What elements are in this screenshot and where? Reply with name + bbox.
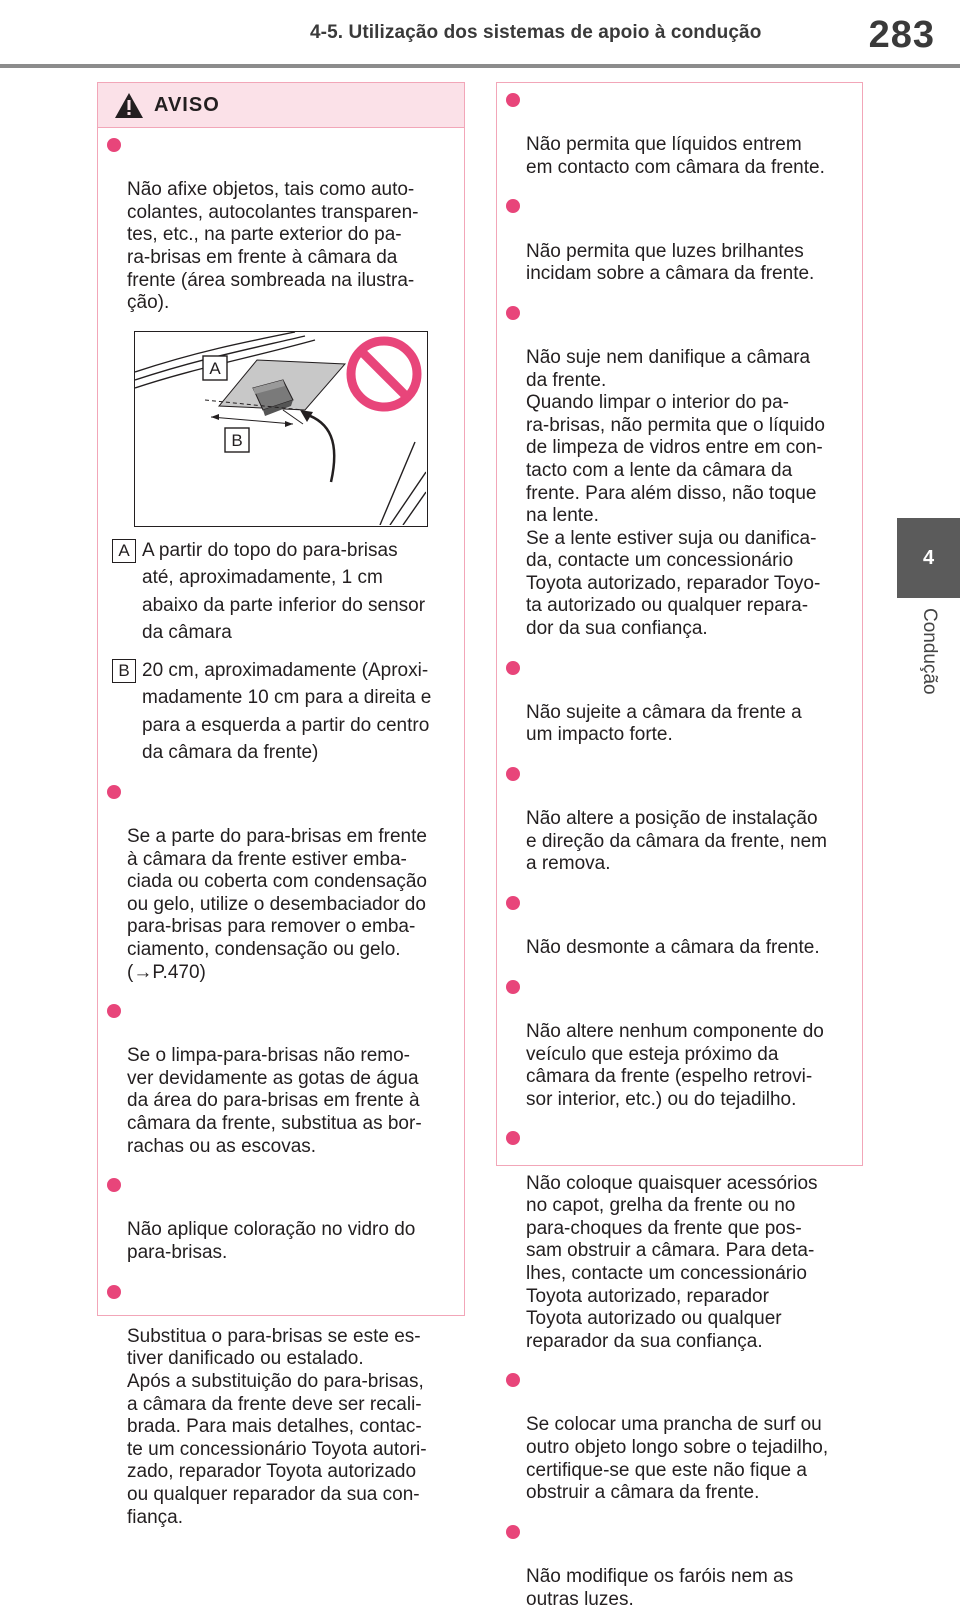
- bullet-dot-icon: [506, 896, 520, 910]
- list-item-text: Não desmonte a câmara da frente.: [526, 937, 820, 959]
- bullet-dot-icon: [107, 785, 121, 799]
- list-item: [106, 781, 450, 984]
- list-item-text: Não coloque quaisquer acessórios no capot, grelha da frente ou no para-choques da frente que pos- sam obstruir a câmara. Para deta- lhes, contacte um concessionário Toyota autorizado, reparador Toyota autorizado ou qualquer reparador da sua confiança.: [526, 1172, 818, 1352]
- list-item: [505, 1369, 848, 1505]
- bullet-dot-icon: [506, 661, 520, 675]
- legend-key-b: B: [112, 659, 136, 683]
- list-item-text: Não altere nenhum componente do veículo que esteja próximo da câmara da frente (espelho retrovi- sor interior, etc.) ou do tejadilho.: [526, 1020, 824, 1110]
- bullet-dot-icon: [506, 1131, 520, 1145]
- list-item-text: Substitua o para-brisas se este es- tiver danificado ou estalado. Após a substituição do para-brisas, a câmara da frente deve ser recali- brada. Para mais detalhes, contac- te um concessionário Toyota autori- zado, reparador Toyota autorizado ou qualquer reparador da sua con- fiança.: [127, 1325, 427, 1528]
- list-item: [505, 1127, 848, 1353]
- bullet-dot-icon: [506, 199, 520, 213]
- legend-text-a: A partir do topo do para-brisas até, aproximadamente, 1 cm abaixo da parte inferior do sensor da câmara: [142, 539, 426, 644]
- label-b-box: [225, 428, 249, 452]
- list-item-text: Não altere a posição de instalação e direção da câmara da frente, nem a remova.: [526, 808, 828, 875]
- section-title: 4-5. Utilização dos sistemas de apoio à condução: [310, 22, 762, 43]
- list-item: [106, 134, 450, 315]
- bullet-dot-icon: [107, 1285, 121, 1299]
- list-item-text: Não sujeite a câmara da frente a um impacto forte.: [526, 701, 802, 746]
- legend-key-a: A: [112, 539, 136, 563]
- chapter-label: Condução: [919, 608, 940, 695]
- legend-item-a: [106, 537, 450, 647]
- list-item: [505, 89, 848, 179]
- bullet-dot-icon: [506, 767, 520, 781]
- warning-box-left: [97, 82, 465, 1528]
- list-item-text: Não afixe objetos, tais como auto- colantes, autocolantes transparen- tes, etc., na parte exterior do pa- ra-brisas em frente à câmara da frente (área sombreada na ilustra- ção).: [127, 179, 419, 314]
- camera-illustration: [134, 331, 428, 527]
- list-item: [505, 763, 848, 876]
- list-item: [106, 1000, 450, 1158]
- list-item: [505, 302, 848, 641]
- warning-title: AVISO: [154, 93, 220, 116]
- bullet-dot-icon: [506, 93, 520, 107]
- list-item: [505, 657, 848, 747]
- list-item-text: Se o limpa-para-brisas não remo- ver devidamente as gotas de água da área do para-brisas em frente à câmara da frente, substitua as bor- rachas ou as escovas.: [127, 1045, 422, 1157]
- list-item-text: Não suje nem danifique a câmara da frente. Quando limpar o interior do pa- ra-brisas, não permita que o líquido de limpeza de vidros entre em con- tacto com a lente da câmara da frente. Para além disso, não toque na lente. Se a lente estiver suja ou danifica- da, contacte um concessionário Toyota autorizado, reparador Toyo- ta autorizado ou qualquer repara- dor da sua confiança.: [526, 346, 825, 640]
- figure-label-a: A: [209, 358, 221, 378]
- header-rule: [0, 64, 960, 68]
- list-item: [505, 1521, 848, 1611]
- warning-triangle-icon: [114, 92, 144, 119]
- chapter-tab[interactable]: 4: [897, 518, 960, 598]
- list-item-text: Não permita que líquidos entrem em contacto com câmara da frente.: [526, 134, 825, 178]
- bullet-dot-icon: [107, 1004, 121, 1018]
- bullet-dot-icon: [506, 1373, 520, 1387]
- list-item-text: Se a parte do para-brisas em frente à câmara da frente estiver emba- ciada ou coberta com condensação ou gelo, utilize o desembaciador do para-brisas para remover o emba- ciamento, condensação ou gelo. (→P.470): [127, 825, 427, 983]
- legend-item-b: [106, 657, 450, 767]
- list-item: [505, 892, 848, 960]
- bullet-dot-icon: [506, 306, 520, 320]
- windshield-camera-diagram: [135, 332, 426, 525]
- page-number: 283: [868, 14, 935, 56]
- figure-label-b: B: [231, 430, 243, 450]
- list-item: [106, 1281, 450, 1530]
- bullet-dot-icon: [107, 1178, 121, 1192]
- list-item-text: Não modifique os faróis nem as outras luzes.: [526, 1566, 794, 1610]
- legend-text-b: 20 cm, aproximadamente (Aproxi- madamente 10 cm para a direita e para a esquerda a partir do centro da câmara da frente): [142, 659, 432, 764]
- warning-header: [98, 83, 464, 128]
- label-a-box: [203, 356, 227, 380]
- bullet-dot-icon: [107, 138, 121, 152]
- warning-box-right: [496, 82, 863, 1610]
- list-item-text: Não permita que luzes brilhantes incidam sobre a câmara da frente.: [526, 240, 815, 285]
- list-item: [505, 195, 848, 285]
- list-item-text: Se colocar uma prancha de surf ou outro objeto longo sobre o tejadilho, certifique-se que este não fique a obstruir a câmara da frente.: [526, 1414, 829, 1504]
- prohibited-icon: [351, 341, 417, 407]
- list-item: [505, 976, 848, 1112]
- bullet-dot-icon: [506, 1525, 520, 1539]
- list-item: [106, 1174, 450, 1264]
- list-item-text: Não aplique coloração no vidro do para-brisas.: [127, 1219, 416, 1264]
- bullet-dot-icon: [506, 980, 520, 994]
